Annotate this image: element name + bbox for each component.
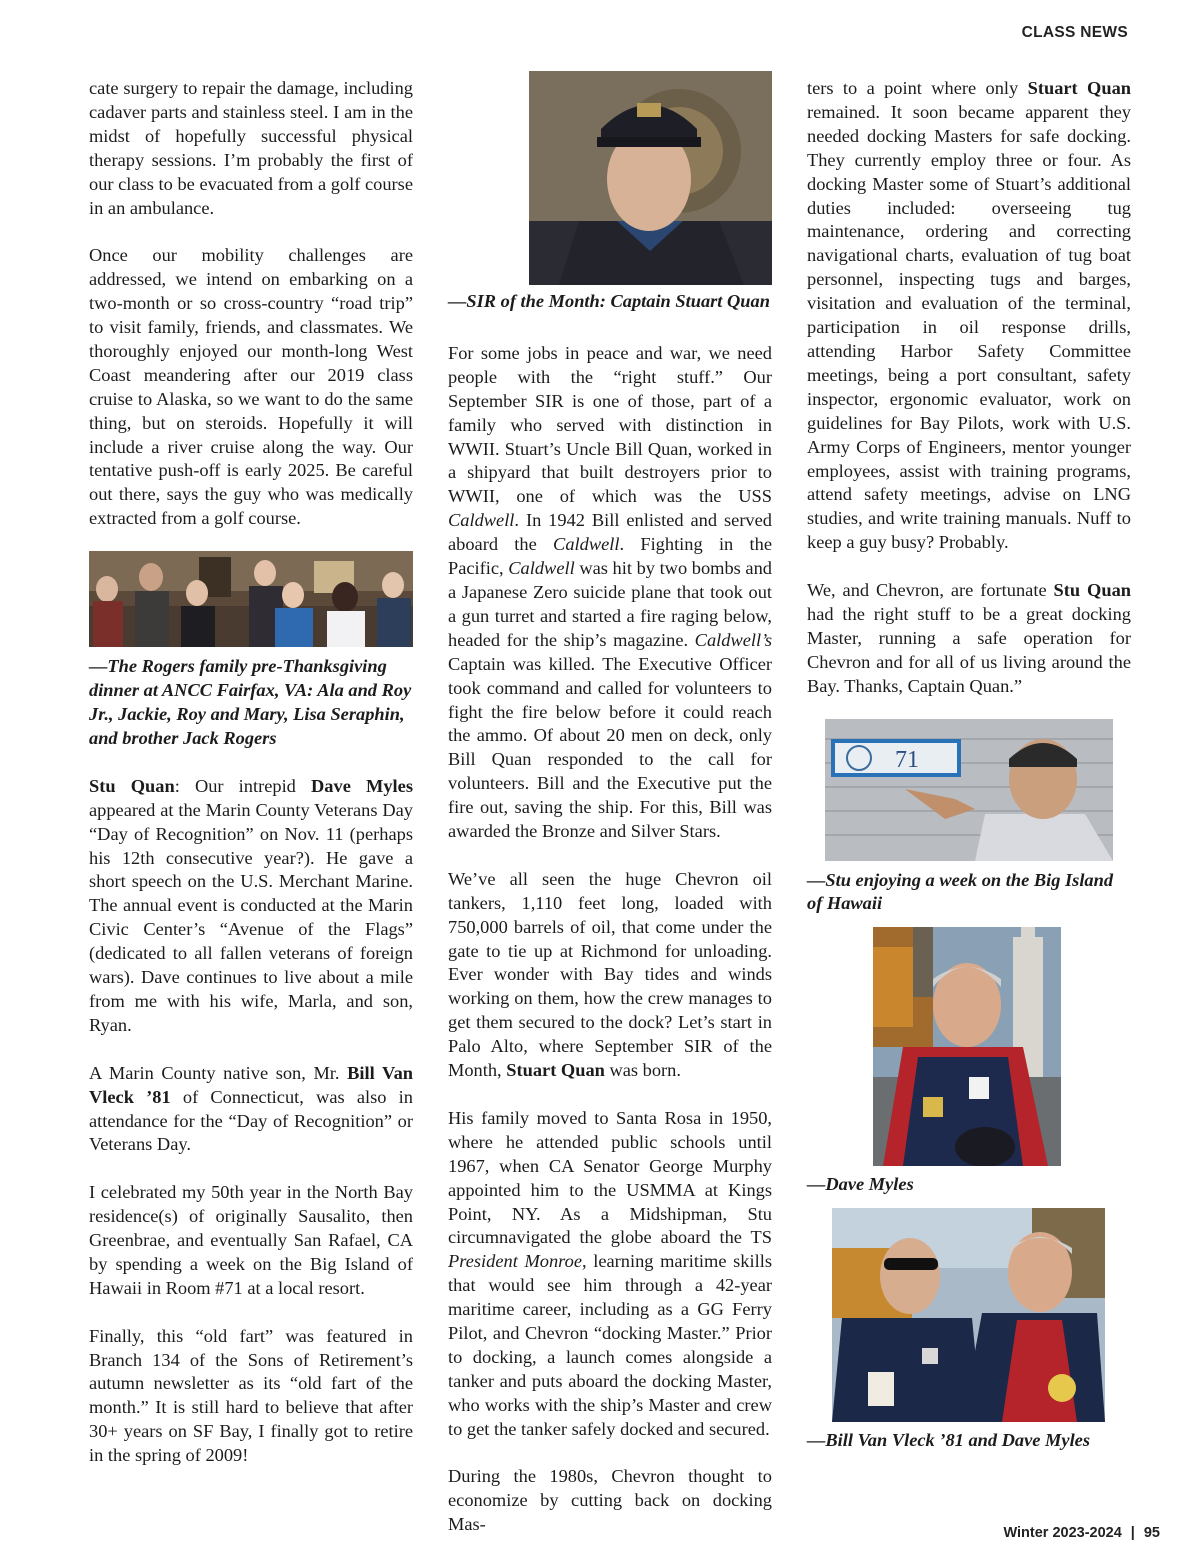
page-footer (1003, 1525, 1160, 1541)
paragraph: I celebrated my 50th year in the North Bay residence(s) of originally Sausalito, then Greenbrae, and eventually San Rafael, CA by spending a week on the Big Island of Hawaii in Room #71 at a local resort. (89, 1182, 413, 1298)
photo-dave-myles (873, 927, 1061, 1166)
photo-caption: —SIR of the Month: Captain Stuart Quan (448, 291, 770, 311)
paragraph: Stu Quan: Our intrepid Dave Myles appeared at the Marin County Veterans Day “Day of Recognition” on Nov. 11 (perhaps his 12th consecutive year?). He gave a short speech on the U.S. Merchant Marine. The annual event is conducted at the Marin Civic Center’s “Avenue of the Flags” (dedicated to all fallen veterans of foreign wars). Dave continues to live about a mile from me with his wife, Marla, and son, Ryan. (89, 775, 413, 1035)
paragraph: cate surgery to repair the damage, including cadaver parts and stainless steel. I am in the midst of hopefully successful physical therapy sessions. I’m probably the first of our class to be evacuated from a golf course in an ambulance. (89, 78, 413, 218)
photo-caption: —Stu enjoying a week on the Big Island of Hawaii (807, 869, 1114, 914)
issue-label: Winter 2023-2024 (1003, 1525, 1122, 1541)
photo-caption: —The Rogers family pre-Thanksgiving dinner at ANCC Fairfax, VA: Ala and Roy Jr., Jackie, Roy and Mary, Lisa Seraphin, and brother Jack Rogers (89, 656, 412, 748)
paragraph: We’ve all seen the huge Chevron oil tankers, 1,110 feet long, loaded with 750,000 barrels of oil, that come under the gate to tie up at Richmond for unloading. Ever wonder with Bay tides and winds working on them, how the crew manages to get them secured to the dock? Let’s start in Palo Alto, where September SIR of the Month, Stuart Quan was born. (448, 868, 772, 1081)
column-3 (807, 77, 1131, 1453)
column-2 (448, 77, 772, 1537)
room-number-sign: 71 (895, 746, 919, 773)
author-name: Stu Quan (89, 775, 175, 796)
paragraph: For some jobs in peace and war, we need people with the “right stuff.” Our September SIR is one of those, part of a family who served with distinction in WWII. Stuart’s Uncle Bill Quan, worked in a shipyard that built destroyers prior to WWII, one of which was the USS Caldwell. In 1942 Bill enlisted and served aboard the Caldwell. Fighting in the Pacific, Caldwell was hit by two bombs and a Japanese Zero suicide plane that took out a gun turret and started a fire raging below, headed for the ship’s magazine. Caldwell’s Captain was killed. The Executive Officer took command and called for volunteers to fight the fire below before it could reach the ammo. Of about 20 men on deck, only Bill Quan responded to the call for volunteers. Bill and the Executive put the fire out, saving the ship. For this, Bill was awarded the Bronze and Silver Stars. (448, 342, 772, 842)
paragraph: Once our mobility challenges are addressed, we intend on embarking on a two-month or so cross-country “road trip” to visit family, friends, and classmates. We thoroughly enjoyed our month-long West Coast meandering after our 2019 class cruise to Alaska, so we want to do the same thing, but on steroids. Hopefully it will include a river cruise along the way. Our tentative push-off is early 2025. Be careful out there, says the guy who was medically extracted from a golf course. (89, 245, 413, 529)
photo-stu-hawaii (825, 719, 1113, 861)
paragraph: We, and Chevron, are fortunate Stu Quan had the right stuff to be a great docking Master, running a safe operation for Chevron and for all of us living around the Bay. Thanks, Captain Quan.” (807, 580, 1131, 696)
photo-caption: —Dave Myles (807, 1174, 914, 1195)
paragraph: A Marin County native son, Mr. Bill Van Vleck ’81 of Connecticut, was also in attendance for the “Day of Recognition” or Veterans Day. (89, 1062, 413, 1155)
column-1 (89, 77, 413, 1468)
footer-separator: | (1130, 1525, 1135, 1541)
page-number: 95 (1143, 1525, 1160, 1541)
section-label: CLASS NEWS (1021, 24, 1128, 41)
paragraph: During the 1980s, Chevron thought to economize by cutting back on docking Mas- (448, 1466, 772, 1535)
photo-rogers-family (89, 551, 413, 647)
photo-caption: —Bill Van Vleck ’81 and Dave Myles (807, 1430, 1090, 1451)
photo-van-vleck-and-myles (832, 1208, 1105, 1422)
photo-stuart-quan-portrait (529, 71, 772, 285)
paragraph: ters to a point where only Stuart Quan remained. It soon became apparent they needed docking Masters for safe docking. They currently employ three or four. As docking Master some of Stuart’s additional duties included: overseeing tug maintenance, ordering and correcting navigational charts, evaluation of tug boat personnel, inspecting tugs and barges, visitation and evaluation of the terminal, participation in oil response drills, attending Harbor Safety Committee meetings, being a port consultant, safety inspector, ergonomic evaluator, work on guidelines for Bay Pilots, work with U.S. Army Corps of Engineers, mentor younger employees, assist with training programs, attend safety meetings, advise on LNG studies, and write training manuals. Nuff to keep a guy busy? Probably. (807, 78, 1131, 553)
paragraph: His family moved to Santa Rosa in 1950, where he attended public schools until 1967, when CA Senator George Murphy appointed him to the USMMA at Kings Point, NY. As a Midshipman, Stu circumnavigated the globe aboard the TS President Monroe, learning maritime skills that would see him through a 42-year maritime career, including as a GG Ferry Pilot, and Chevron “docking Master.” Prior to docking, a launch comes alongside a tanker and puts aboard the docking Master, who works with the ship’s Master and crew to get the tanker safely docked and secured. (448, 1107, 772, 1439)
paragraph: Finally, this “old fart” was featured in Branch 134 of the Sons of Retirement’s autumn newsletter as its “old fart of the month.” It is still hard to believe that after 30+ years on SF Bay, I finally got to retire in the spring of 2009! (89, 1325, 413, 1466)
